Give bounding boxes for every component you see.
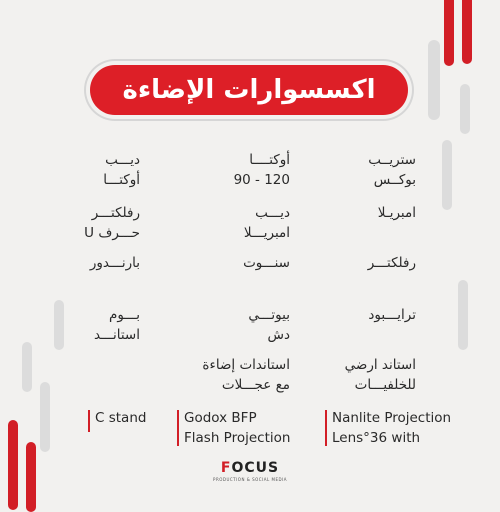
accessory-item: ديـــب امبريـــلا: [243, 205, 290, 241]
separator-line-1: [325, 410, 327, 446]
decor-bar-red-right-1: [444, 0, 454, 66]
accessory-item: ستريــب بوكــس: [368, 152, 416, 188]
accessory-item: C stand: [95, 410, 147, 426]
accessory-item: رفلكتـــر حـــرف U: [84, 205, 140, 241]
logo-tagline: PRODUCTION & SOCIAL MEDIA: [213, 477, 287, 482]
accessory-item: بيوتـــي دش: [248, 307, 290, 343]
accessory-item: استاند ارضي للخلفيـــات: [344, 357, 416, 393]
page-title: اكسسوارات الإضاءة: [122, 75, 376, 105]
separator-line-2: [177, 410, 179, 446]
accessory-item: ترايـــبود: [368, 307, 416, 323]
decor-bar-red-left-2: [26, 442, 36, 512]
accessory-item: ديـــب أوكتـــا: [103, 152, 140, 188]
decor-bar-grey-left-3: [54, 300, 64, 350]
accessory-item: أوكتــــا 120 - 90: [233, 152, 290, 188]
separator-line-3: [88, 410, 90, 432]
decor-bar-grey-left-2: [22, 342, 32, 392]
decor-bar-grey-right-1: [428, 40, 440, 120]
accessory-item: رفلكتـــر: [367, 255, 416, 271]
accessory-item: Nanlite Projection Lens°36 with: [332, 410, 452, 446]
title-banner: [90, 65, 408, 115]
decor-bar-grey-right-2: [460, 84, 470, 134]
decor-bar-grey-right-4: [458, 280, 468, 350]
accessory-item: Godox BFP Flash Projection: [184, 410, 291, 446]
decor-bar-red-right-2: [462, 0, 472, 64]
accessory-item: استاندات إضاءة مع عجـــلات: [202, 357, 290, 393]
accessory-item: بارنـــدور: [89, 255, 140, 271]
accessory-item: امبريـلا: [377, 205, 416, 221]
decor-bar-grey-right-3: [442, 140, 452, 210]
accessory-item: سنـــوت: [243, 255, 290, 271]
accessory-item: بـــوم استانـــد: [94, 307, 140, 343]
logo-wordmark: FOCUS: [220, 460, 280, 476]
decor-bar-grey-left-1: [40, 382, 50, 452]
decor-bar-red-left-1: [8, 420, 18, 510]
brand-logo: [200, 460, 300, 490]
